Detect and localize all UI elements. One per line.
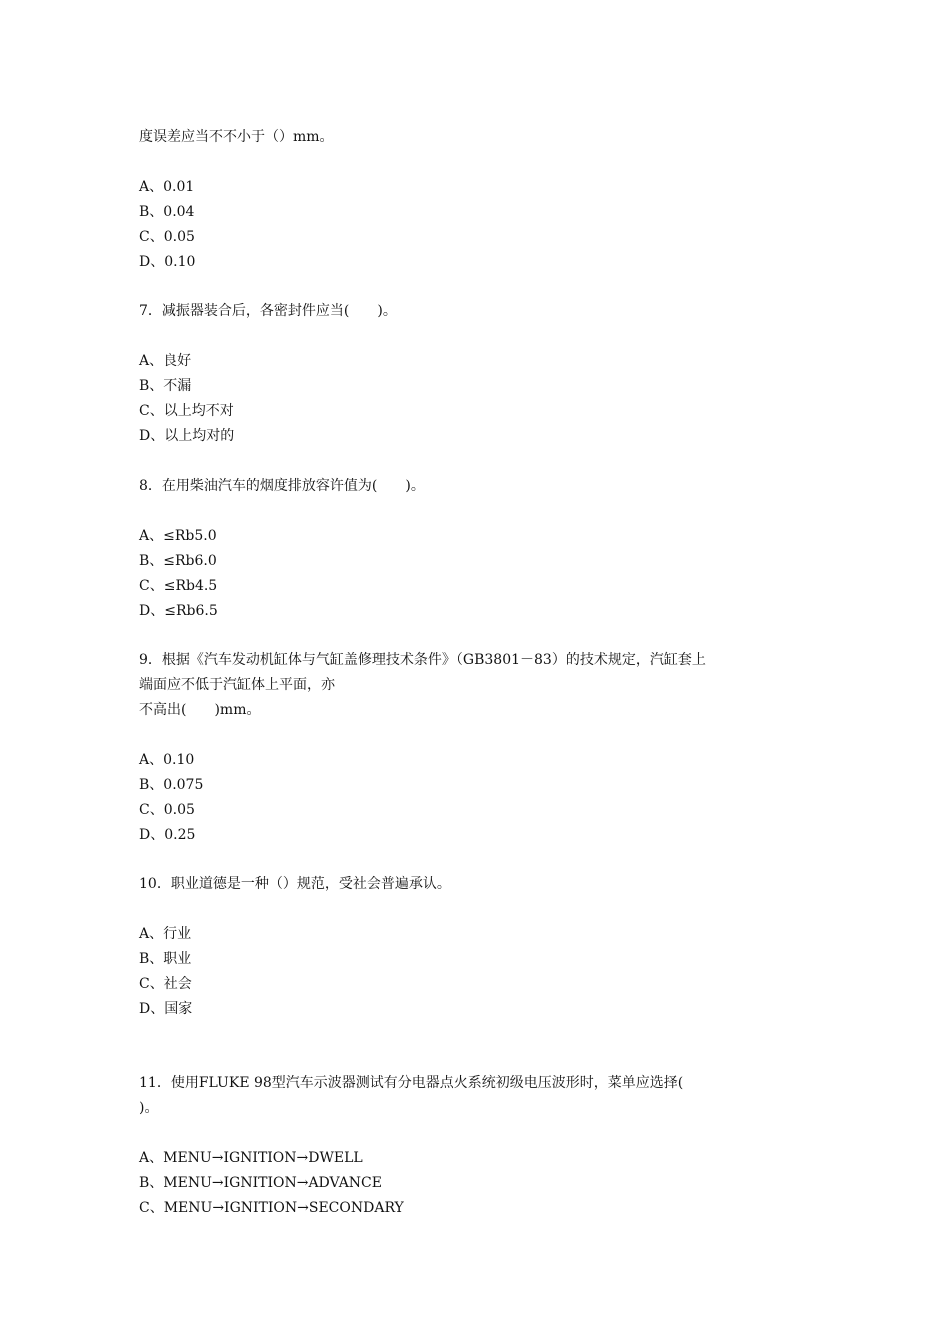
- question-7-option-a: A、良好: [139, 353, 192, 369]
- question-6-option-d: D、0.10: [139, 254, 196, 270]
- question-11-stem-line-2: )。: [139, 1100, 159, 1116]
- question-11-option-b: B、MENU→IGNITION→ADVANCE: [139, 1175, 382, 1191]
- question-11-option-c: C、MENU→IGNITION→SECONDARY: [139, 1200, 404, 1216]
- question-6-option-a: A、0.01: [139, 179, 195, 195]
- question-10-stem: 10．职业道德是一种（）规范，受社会普遍承认。: [139, 876, 451, 892]
- question-6-option-b: B、0.04: [139, 204, 195, 220]
- question-9-option-b: B、0.075: [139, 777, 204, 793]
- question-7-option-d: D、以上均对的: [139, 428, 235, 444]
- question-8-option-c: C、≤Rb4.5: [139, 578, 218, 594]
- question-9-stem-line-1: 9．根据《汽车发动机缸体与气缸盖修理技术条件》（GB3801－83）的技术规定，汽缸套上: [139, 652, 706, 668]
- question-7-stem: 7．减振器装合后，各密封件应当( )。: [139, 303, 397, 319]
- question-10-option-c: C、社会: [139, 976, 192, 992]
- question-11-option-a: A、MENU→IGNITION→DWELL: [139, 1150, 363, 1166]
- question-9-option-d: D、0.25: [139, 827, 196, 843]
- question-6-stem-tail: 度误差应当不不小于（）mm。: [139, 129, 334, 145]
- question-9-option-a: A、0.10: [139, 752, 195, 768]
- question-10-option-a: A、行业: [139, 926, 192, 942]
- question-6-option-c: C、0.05: [139, 229, 195, 245]
- question-10-option-d: D、国家: [139, 1001, 193, 1017]
- question-8-option-a: A、≤Rb5.0: [139, 528, 217, 544]
- question-9-stem-line-3: 不高出( )mm。: [139, 702, 261, 718]
- question-11-stem-line-1: 11．使用FLUKE 98型汽车示波器测试有分电器点火系统初级电压波形时，菜单应选择(: [139, 1075, 684, 1091]
- question-8-option-b: B、≤Rb6.0: [139, 553, 217, 569]
- question-10-option-b: B、职业: [139, 951, 192, 967]
- question-8-stem: 8．在用柴油汽车的烟度排放容许值为( )。: [139, 478, 425, 494]
- question-9-stem-line-2: 端面应不低于汽缸体上平面，亦: [139, 677, 335, 693]
- question-7-option-b: B、不漏: [139, 378, 192, 394]
- question-9-option-c: C、0.05: [139, 802, 195, 818]
- question-7-option-c: C、以上均不对: [139, 403, 234, 419]
- question-8-option-d: D、≤Rb6.5: [139, 603, 218, 619]
